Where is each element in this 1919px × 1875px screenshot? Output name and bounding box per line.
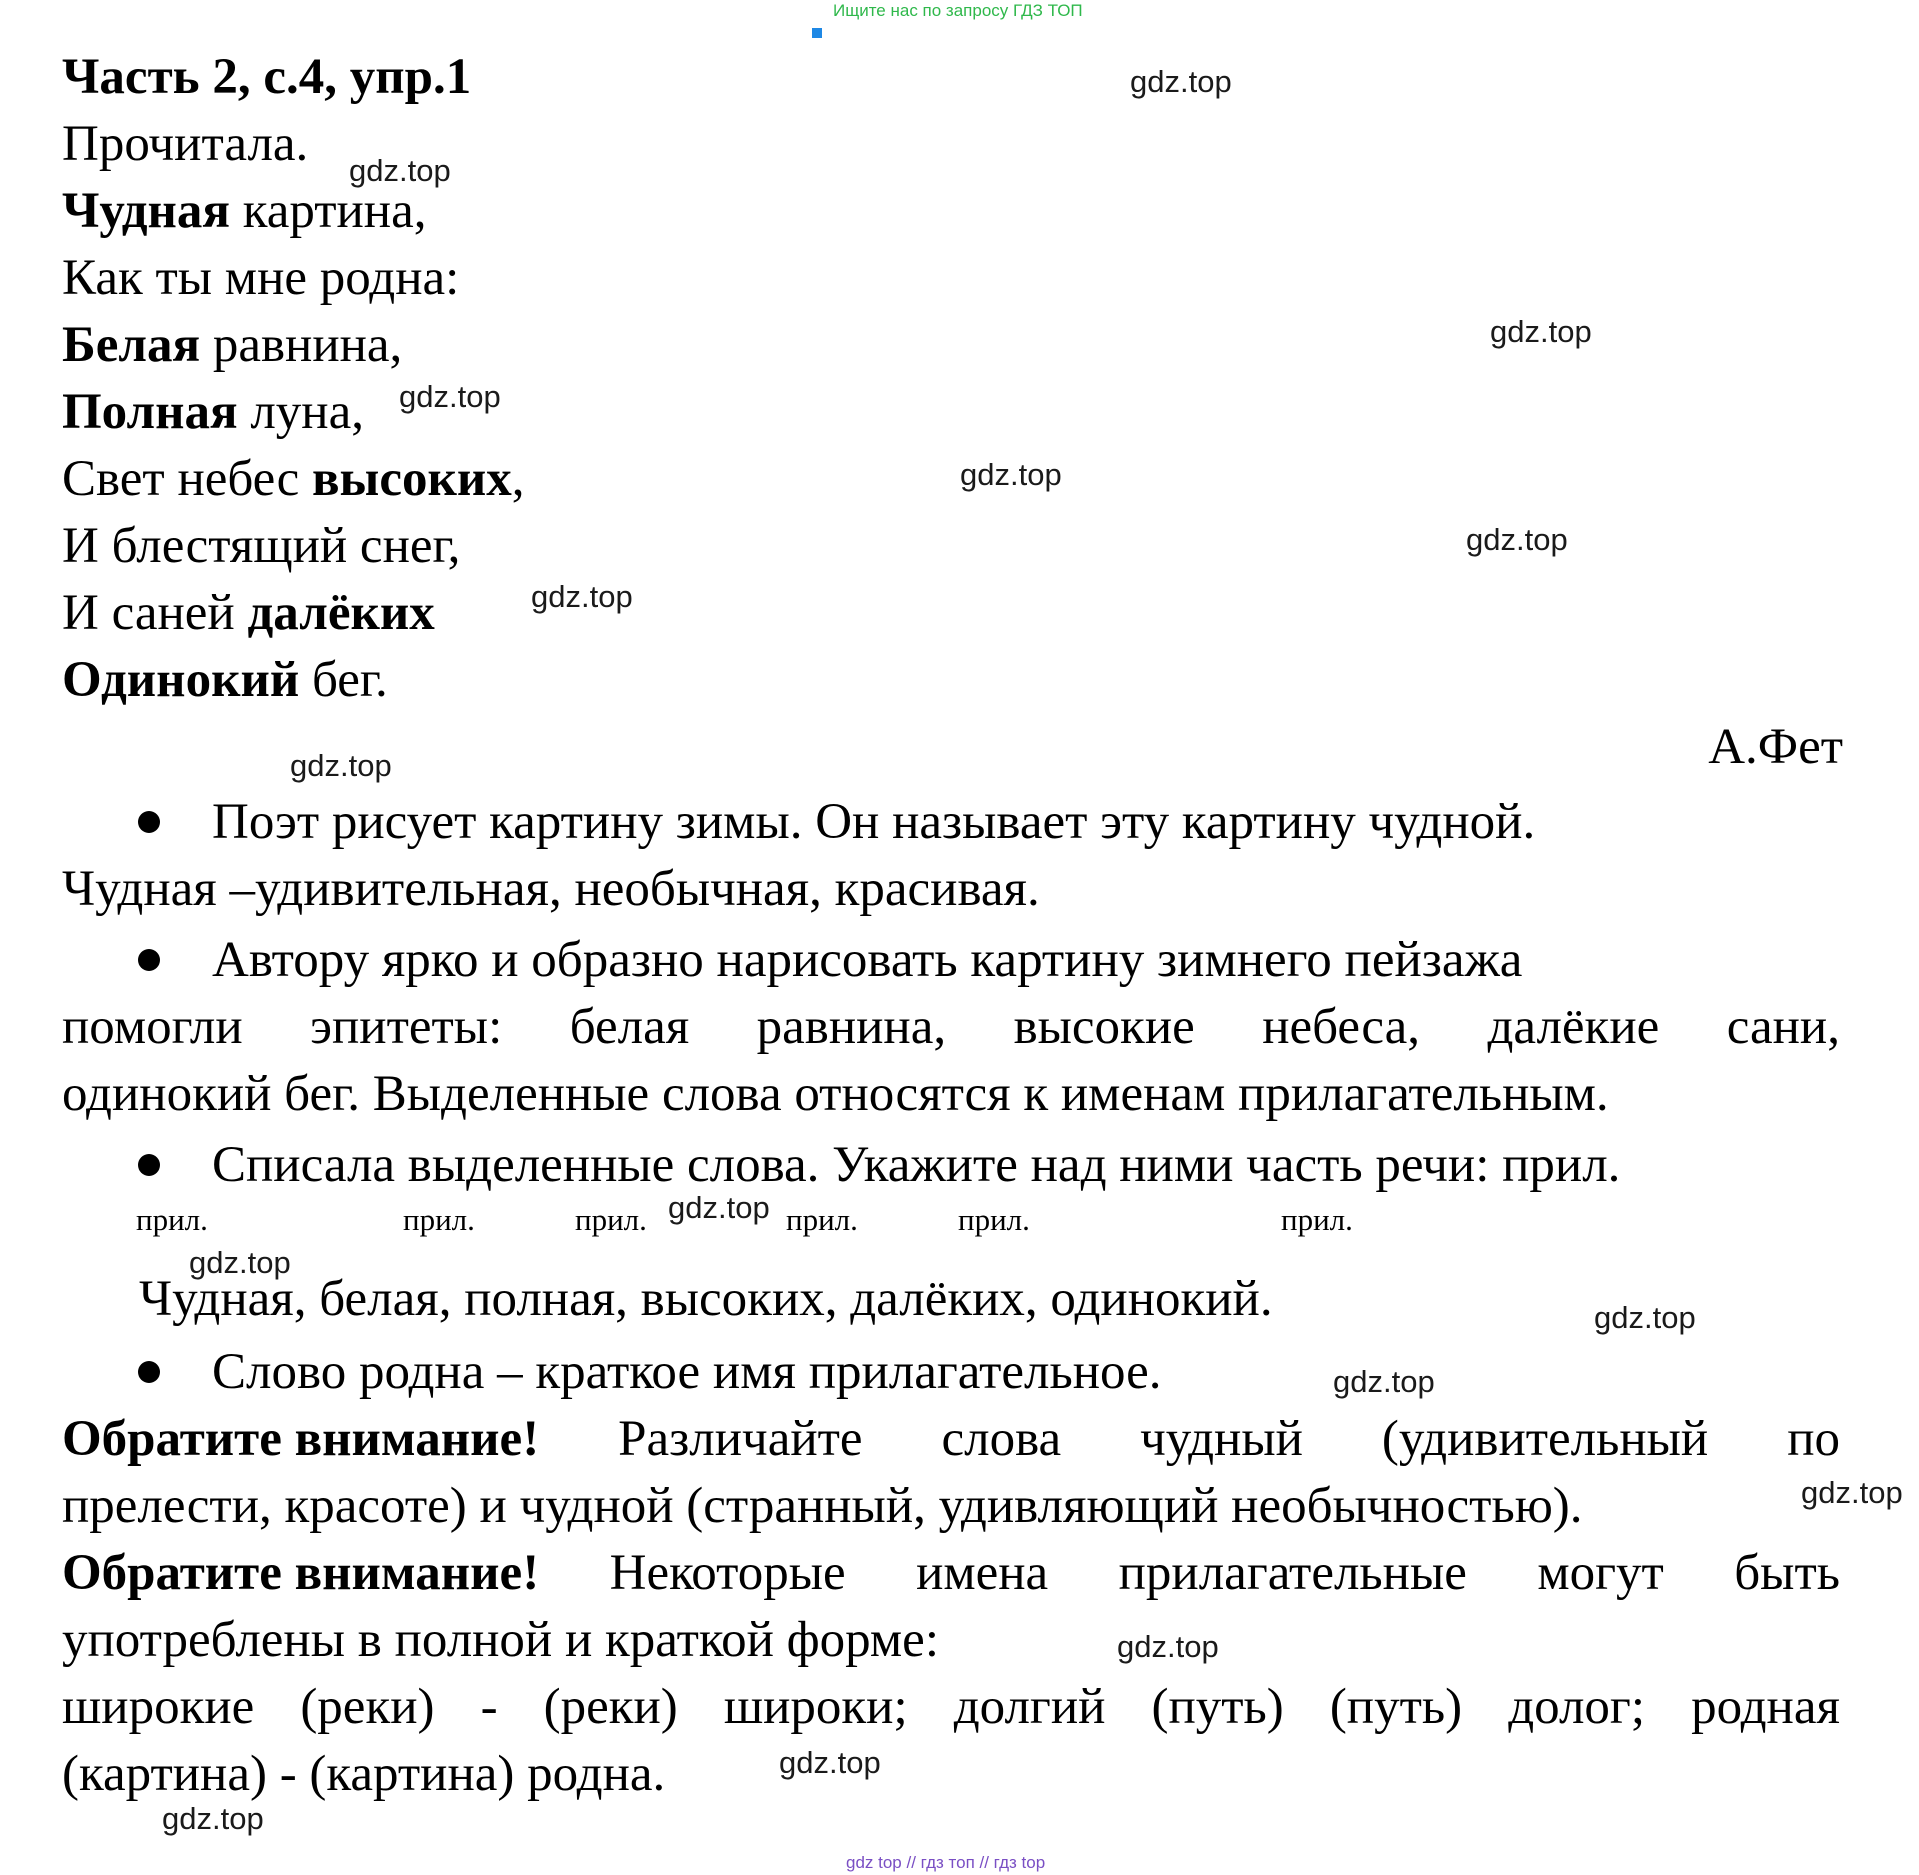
note2-line1 <box>62 1542 1840 1604</box>
word: чудный <box>1140 1411 1303 1467</box>
bullet2-line2 <box>62 996 1840 1058</box>
poem-text: луна, <box>237 384 364 440</box>
poem-text: Свет небес <box>62 451 312 507</box>
word: долог; <box>1508 1679 1646 1735</box>
bullet-icon <box>138 1154 160 1176</box>
word: (путь) <box>1329 1679 1463 1735</box>
word: белая <box>569 999 690 1055</box>
watermark-text: gdz.top <box>349 153 451 188</box>
watermark-text: gdz.top <box>960 457 1062 492</box>
page-title: Часть 2, с.4, упр.1 <box>62 49 472 105</box>
watermark-text: gdz.top <box>1130 64 1232 99</box>
search-hint-banner[interactable]: Ищите нас по запросу ГДЗ ТОП <box>833 1 1083 20</box>
word: (реки) <box>543 1679 678 1735</box>
bullet1-line2: Чудная –удивительная, необычная, красивая. <box>62 861 1040 917</box>
note-label: Обратите внимание! <box>62 1411 540 1467</box>
poem-line-3 <box>62 314 402 376</box>
poem-line-7 <box>62 582 435 644</box>
bullet3-line1: Списала выделенные слова. Укажите над ними часть речи: прил. <box>212 1137 1621 1193</box>
watermark-text: gdz.top <box>668 1190 770 1225</box>
word: (реки) <box>300 1679 435 1735</box>
watermark-text: gdz.top <box>1117 1629 1219 1664</box>
poem-text: бег. <box>299 652 388 708</box>
poem-line-1 <box>62 180 426 242</box>
pos-label: прил. <box>786 1202 858 1237</box>
poem-line-5 <box>62 448 525 510</box>
pos-label: прил. <box>403 1202 475 1237</box>
note1-line1 <box>62 1408 1840 1470</box>
pos-label: прил. <box>575 1202 647 1237</box>
pos-label: прил. <box>1281 1202 1353 1237</box>
word: родная <box>1691 1679 1840 1735</box>
bullet-icon <box>138 811 160 833</box>
poem-author: А.Фет <box>1708 719 1843 775</box>
watermark-text: gdz.top <box>1801 1475 1903 1510</box>
footer-text: gdz top // гдз топ // гдз top <box>846 1853 1046 1872</box>
word: быть <box>1734 1545 1840 1601</box>
watermark-text: gdz.top <box>531 579 633 614</box>
poem-bold-word: высоких <box>311 451 512 507</box>
poem-line-4 <box>62 381 364 443</box>
word: сани, <box>1726 999 1840 1055</box>
word: равнина, <box>756 999 947 1055</box>
poem-text: равнина, <box>200 317 403 373</box>
watermark-text: gdz.top <box>1466 522 1568 557</box>
poem-text: картина, <box>230 183 427 239</box>
word: Различайте <box>618 1411 863 1467</box>
bullet-icon <box>138 1361 160 1383</box>
word: по <box>1787 1411 1840 1467</box>
watermark-text: gdz.top <box>1333 1364 1435 1399</box>
bullet-icon <box>138 949 160 971</box>
poem-text: И саней <box>62 585 248 641</box>
word: высокие <box>1013 999 1195 1055</box>
word: - <box>480 1679 498 1735</box>
marker-icon <box>812 28 822 38</box>
watermark-text: gdz.top <box>1594 1300 1696 1335</box>
note2-line2: употреблены в полной и краткой форме: <box>62 1612 939 1668</box>
word: слова <box>941 1411 1062 1467</box>
word: широкие <box>62 1679 255 1735</box>
word: широки; <box>723 1679 908 1735</box>
word: имена <box>916 1545 1049 1601</box>
word: долгий <box>953 1679 1106 1735</box>
watermark-text: gdz.top <box>399 379 501 414</box>
poem-line-8 <box>62 649 388 711</box>
note-label: Обратите внимание! <box>62 1545 540 1601</box>
poem-bold-word: Белая <box>62 317 201 373</box>
word: небеса, <box>1262 999 1420 1055</box>
selected-words: Чудная, белая, полная, высоких, далёких, одинокий. <box>139 1271 1273 1327</box>
word: могут <box>1537 1545 1664 1601</box>
word: помогли <box>62 999 243 1055</box>
word: (удивительный <box>1381 1411 1709 1467</box>
note1-line2: прелести, красоте) и чудной (странный, удивляющий необычностью). <box>62 1478 1583 1534</box>
word: Некоторые <box>609 1545 846 1601</box>
poem-line-2 <box>62 247 459 309</box>
intro-text: Прочитала. <box>62 116 309 172</box>
bullet1-line1: Поэт рисует картину зимы. Он называет эту картину чудной. <box>212 794 1536 850</box>
word: прилагательные <box>1118 1545 1467 1601</box>
poem-bold-word: Чудная <box>62 183 230 239</box>
watermark-text: gdz.top <box>189 1245 291 1280</box>
poem-bold-word: Одинокий <box>62 652 300 708</box>
pos-label: прил. <box>136 1202 208 1237</box>
pos-label: прил. <box>958 1202 1030 1237</box>
poem-text: И блестящий снег, <box>62 518 461 574</box>
bullet2-line1: Автору ярко и образно нарисовать картину зимнего пейзажа <box>212 932 1523 988</box>
watermark-text: gdz.top <box>162 1801 264 1836</box>
bullet2-line3: одинокий бег. Выделенные слова относятся к именам прилагательным. <box>62 1066 1609 1122</box>
watermark-text: gdz.top <box>1490 314 1592 349</box>
poem-text: , <box>511 451 525 507</box>
note2-line3 <box>62 1676 1840 1738</box>
word: далёкие <box>1487 999 1660 1055</box>
poem-line-6 <box>62 515 460 577</box>
poem-text: Как ты мне родна: <box>62 250 460 306</box>
bullet4-line1: Слово родна – краткое имя прилагательное. <box>212 1344 1162 1400</box>
watermark-text: gdz.top <box>779 1745 881 1780</box>
word: (путь) <box>1151 1679 1284 1735</box>
poem-bold-word: Полная <box>62 384 238 440</box>
watermark-text: gdz.top <box>290 748 392 783</box>
word: эпитеты: <box>310 999 503 1055</box>
poem-bold-word: далёких <box>247 585 435 641</box>
note2-line4: (картина) - (картина) родна. <box>62 1746 666 1802</box>
